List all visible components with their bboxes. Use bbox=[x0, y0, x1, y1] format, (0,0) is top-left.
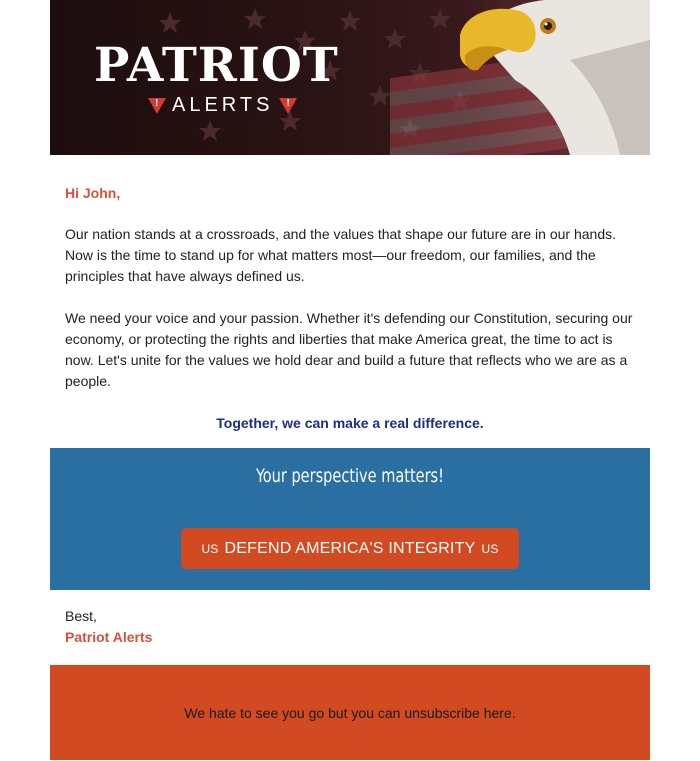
paragraph-1: Our nation stands at a crossroads, and the values that shape our future are in our hands. Now is the time to stand up for what matters most—our freedom, our families, and the principles that have always defined us. bbox=[65, 226, 617, 284]
greeting: Hi John, bbox=[65, 185, 121, 201]
paragraph-2: We need your voice and your passion. Whether it's defending our Constitution, securing our economy, or protecting the rights and liberties that make America great, the time to act is now. Let's unite for the values we hold dear and build a future that reflects who we are as a people. bbox=[65, 310, 633, 389]
email-container bbox=[50, 0, 650, 760]
cta-button-label: DEFEND AMERICA'S INTEGRITY bbox=[224, 539, 476, 557]
header-banner bbox=[50, 0, 650, 155]
footer bbox=[50, 665, 650, 760]
eagle-image bbox=[420, 0, 650, 155]
alert-triangle-icon: ! bbox=[279, 98, 297, 114]
logo-subtitle: ALERTS bbox=[172, 94, 274, 116]
defend-america-button[interactable] bbox=[181, 528, 519, 569]
us-flag-icon: US bbox=[201, 541, 219, 556]
cta-section bbox=[50, 448, 650, 590]
sender-name: Patriot Alerts bbox=[65, 629, 153, 645]
unsubscribe-link[interactable]: We hate to see you go but you can unsubscribe here. bbox=[184, 704, 516, 721]
email-body bbox=[50, 155, 650, 434]
logo-subtitle-row bbox=[148, 94, 297, 117]
logo-title: PATRIOT bbox=[94, 38, 339, 93]
us-flag-icon: US bbox=[481, 541, 499, 556]
closing: Best, bbox=[65, 608, 97, 624]
cta-title: Your perspective matters! bbox=[256, 465, 444, 487]
alert-triangle-icon: ! bbox=[148, 98, 166, 114]
tagline: Together, we can make a real difference. bbox=[216, 415, 484, 431]
signoff bbox=[50, 590, 650, 665]
